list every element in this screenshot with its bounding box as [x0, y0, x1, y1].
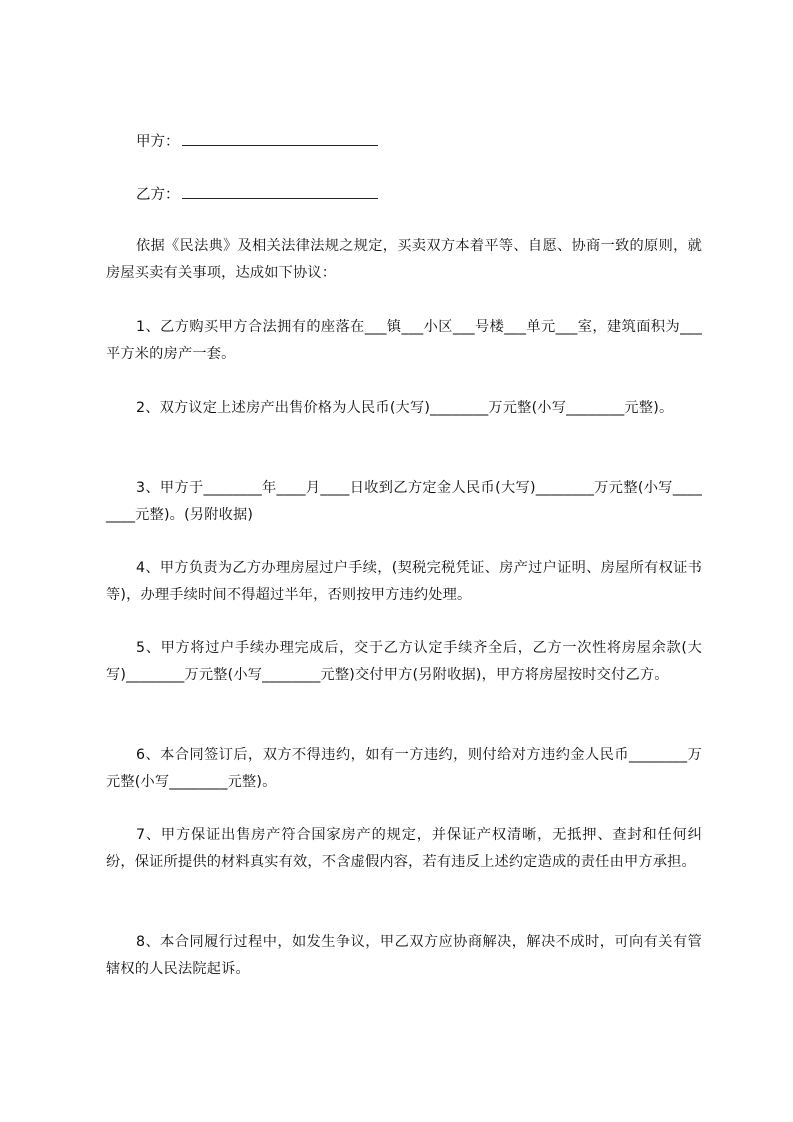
party-b-label: 乙方： [136, 187, 180, 203]
intro-paragraph: 依据《民法典》及相关法律法规之规定，买卖双方本着平等、自愿、协商一致的原则，就房屋买卖有关事项，达成如下协议： [106, 238, 702, 281]
clause-8: 8、本合同履行过程中，如发生争议，甲乙双方应协商解决，解决不成时，可向有关有管辖权的人民法院起诉。 [106, 934, 702, 977]
clause-1: 1、乙方购买甲方合法拥有的座落在___镇___小区___号楼___单元___室，建筑面积为___平方米的房产一套。 [106, 319, 702, 362]
clause-3: 3、甲方于________年____月____日收到乙方定金人民币(大写)________万元整(小写________元整)。(另附收据) [106, 480, 702, 523]
clause-4: 4、甲方负责为乙方办理房屋过户手续，(契税完税凭证、房产过户证明、房屋所有权证书等)，办理手续时间不得超过半年，否则按甲方违约处理。 [106, 560, 702, 603]
clause-2: 2、双方议定上述房产出售价格为人民币(大写)________万元整(小写________元整)。 [136, 400, 674, 416]
party-a-label: 甲方： [136, 134, 180, 150]
party-b-line [136, 184, 378, 205]
clause-7: 7、甲方保证出售房产符合国家房产的规定，并保证产权清晰，无抵押、查封和任何纠纷，保证所提供的材料真实有效，不含虚假内容，若有违反上述约定造成的责任由甲方承担。 [106, 827, 702, 870]
party-b-blank [182, 184, 378, 199]
party-a-blank [182, 131, 378, 146]
clause-5: 5、甲方将过户手续办理完成后，交于乙方认定手续齐全后，乙方一次性将房屋余款(大写)________万元整(小写________元整)交付甲方(另附收据)，甲方将房屋按时交付乙方。 [106, 640, 702, 683]
party-a-line [136, 131, 378, 152]
clause-6: 6、本合同签订后，双方不得违约，如有一方违约，则付给对方违约金人民币________万元整(小写________元整)。 [106, 747, 702, 790]
